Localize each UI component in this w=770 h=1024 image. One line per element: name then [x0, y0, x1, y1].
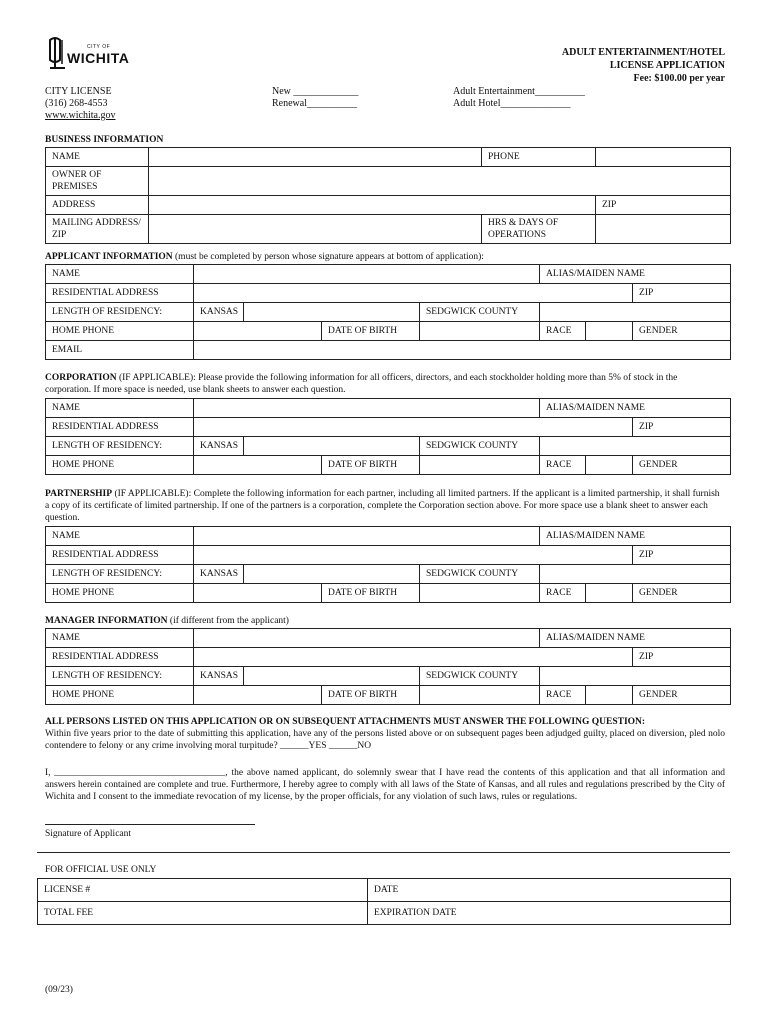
partner-zip-field[interactable] [633, 546, 731, 565]
applicant-address-field[interactable] [194, 284, 633, 303]
zip-label: ZIP [639, 422, 654, 432]
race-field[interactable] [586, 584, 633, 603]
manager-section-title: MANAGER INFORMATION (if different from the applicant) [45, 616, 289, 626]
kansas-label: KANSAS [194, 667, 244, 686]
form-title [562, 46, 725, 85]
wichita-flag-icon [47, 34, 69, 72]
race-label: RACE [540, 456, 586, 475]
renewal-option[interactable]: Renewal__________ [272, 98, 357, 109]
dob-field[interactable] [420, 456, 540, 475]
new-option[interactable]: New _____________ [272, 86, 359, 97]
manager-length-label: LENGTH OF RESIDENCY: [46, 667, 194, 686]
official-use-table [37, 878, 731, 925]
business-row-mailing [46, 215, 731, 244]
dept-name: CITY LICENSE [45, 86, 112, 97]
partner-name-field[interactable] [194, 527, 540, 546]
manager-zip-field[interactable] [633, 648, 731, 667]
corp-length-label: LENGTH OF RESIDENCY: [46, 437, 194, 456]
gender-label: GENDER [639, 690, 678, 700]
zip-label: ZIP [639, 652, 654, 662]
applicant-address-label: RESIDENTIAL ADDRESS [46, 284, 194, 303]
gender-label: GENDER [639, 588, 678, 598]
applicant-section-title: APPLICANT INFORMATION (must be completed by person whose signature appears at bottom of application): [45, 252, 484, 262]
license-number-label: LICENSE # [44, 885, 91, 895]
sedgwick-field[interactable] [540, 565, 731, 584]
partner-address-field[interactable] [194, 546, 633, 565]
email-field[interactable] [194, 341, 731, 360]
partner-alias-field[interactable] [540, 527, 731, 546]
race-field[interactable] [586, 456, 633, 475]
kansas-label: KANSAS [194, 303, 244, 322]
race-label: RACE [540, 686, 586, 705]
contact-block [45, 86, 115, 122]
partner-phone-label: HOME PHONE [46, 584, 194, 603]
title-line-1: ADULT ENTERTAINMENT/HOTEL [561, 47, 725, 58]
mailing-label: MAILING ADDRESS/ ZIP [46, 215, 149, 244]
sedgwick-label: SEDGWICK COUNTY [420, 565, 540, 584]
applicant-length-label: LENGTH OF RESIDENCY: [46, 303, 194, 322]
alias-label: ALIAS/MAIDEN NAME [546, 403, 645, 413]
sedgwick-field[interactable] [540, 437, 731, 456]
gender-label: GENDER [639, 326, 678, 336]
alias-label: ALIAS/MAIDEN NAME [546, 633, 645, 643]
hours-label: HRS & DAYS OF OPERATIONS [482, 215, 596, 244]
dob-label: DATE OF BIRTH [322, 686, 420, 705]
partner-name-label: NAME [46, 527, 194, 546]
website-link[interactable]: www.wichita.gov [45, 110, 116, 121]
email-label: EMAIL [46, 341, 194, 360]
signature-line[interactable] [45, 824, 255, 825]
corp-name-field[interactable] [194, 399, 540, 418]
partner-phone-field[interactable] [194, 584, 322, 603]
race-label: RACE [540, 322, 586, 341]
dob-label: DATE OF BIRTH [322, 322, 420, 341]
race-label: RACE [540, 584, 586, 603]
gender-field[interactable] [633, 456, 731, 475]
business-table [45, 147, 731, 244]
dob-field[interactable] [420, 686, 540, 705]
manager-name-label: NAME [46, 629, 194, 648]
race-field[interactable] [586, 322, 633, 341]
business-section-title: BUSINESS INFORMATION [45, 135, 164, 145]
signature-label: Signature of Applicant [45, 829, 132, 839]
kansas-field[interactable] [244, 565, 420, 584]
alias-label: ALIAS/MAIDEN NAME [546, 269, 645, 279]
adult-entertainment-option[interactable]: Adult Entertainment__________ [453, 86, 585, 97]
corp-phone-field[interactable] [194, 456, 322, 475]
mailing-field[interactable] [149, 215, 482, 244]
sedgwick-label: SEDGWICK COUNTY [420, 667, 540, 686]
fee-line: Fee: $100.00 per year [633, 73, 725, 84]
applicant-name-label: NAME [46, 265, 194, 284]
conviction-question [45, 716, 725, 752]
applicant-alias-field[interactable] [540, 265, 731, 284]
manager-phone-field[interactable] [194, 686, 322, 705]
manager-table [45, 628, 731, 705]
sedgwick-field[interactable] [540, 303, 731, 322]
business-name-field[interactable] [149, 148, 482, 167]
business-phone-field[interactable] [596, 148, 731, 167]
date-field[interactable] [368, 879, 731, 902]
partner-address-label: RESIDENTIAL ADDRESS [46, 546, 194, 565]
dob-label: DATE OF BIRTH [322, 584, 420, 603]
partnership-section-title: PARTNERSHIP (IF APPLICABLE): Complete the following information for each partner, including all limited partners. If the applicant is a limited partnership, it shall furnish a copy of its certificate of limited partnership. If one of the partners is a corporation, complete the Corporation section above. For more space use a blank sheet to answer each question. [45, 489, 720, 523]
official-use-title: FOR OFFICIAL USE ONLY [45, 865, 157, 875]
business-row-address [46, 196, 731, 215]
dob-field[interactable] [420, 584, 540, 603]
business-address-label: ADDRESS [46, 196, 149, 215]
license-number-field[interactable] [38, 879, 368, 902]
form-version: (09/23) [45, 985, 73, 995]
question-title: ALL PERSONS LISTED ON THIS APPLICATION OR ON SUBSEQUENT ATTACHMENTS MUST ANSWER THE FOLLOWING QUESTION: [45, 717, 646, 727]
manager-address-field[interactable] [194, 648, 633, 667]
gender-label: GENDER [639, 460, 678, 470]
business-row-name [46, 148, 731, 167]
gender-field[interactable] [633, 322, 731, 341]
city-of-wichita-logo [47, 34, 137, 72]
question-text: Within five years prior to the date of submitting this application, have any of the persons listed above or on subsequent pages been adjudged guilty, placed on diversion, pled nolo contendere to felony or any crime involving moral turpitude? ______YES ______NO [45, 729, 725, 751]
corp-phone-label: HOME PHONE [46, 456, 194, 475]
kansas-field[interactable] [244, 303, 420, 322]
corp-name-label: NAME [46, 399, 194, 418]
corp-address-label: RESIDENTIAL ADDRESS [46, 418, 194, 437]
partner-length-label: LENGTH OF RESIDENCY: [46, 565, 194, 584]
hours-field[interactable] [596, 215, 731, 244]
title-line-2: LICENSE APPLICATION [609, 60, 725, 71]
expiration-date-field[interactable] [368, 902, 731, 925]
business-phone-label: PHONE [482, 148, 596, 167]
gender-field[interactable] [633, 686, 731, 705]
zip-label: ZIP [639, 550, 654, 560]
corporation-table [45, 398, 731, 475]
business-zip-label: ZIP [602, 200, 617, 210]
business-zip-cell[interactable] [596, 196, 731, 215]
application-type [272, 86, 358, 110]
applicant-table [45, 264, 731, 360]
owner-label: OWNER OF PREMISES [46, 167, 149, 196]
corporation-section-title: CORPORATION (IF APPLICABLE): Please provide the following information for all officers, directors, and each stockholder holding more than 5% of stock in the corporation. If more space is needed, use blank sheets to answer each question. [45, 373, 678, 395]
gender-field[interactable] [633, 584, 731, 603]
applicant-phone-field[interactable] [194, 322, 322, 341]
business-address-field[interactable] [149, 196, 596, 215]
manager-phone-label: HOME PHONE [46, 686, 194, 705]
license-type [453, 86, 585, 110]
divider [37, 852, 730, 853]
corp-alias-field[interactable] [540, 399, 731, 418]
sedgwick-label: SEDGWICK COUNTY [420, 303, 540, 322]
expiration-date-label: EXPIRATION DATE [374, 908, 457, 918]
kansas-field[interactable] [244, 667, 420, 686]
applicant-phone-label: HOME PHONE [46, 322, 194, 341]
total-fee-field[interactable] [38, 902, 368, 925]
logo-city-of: CITY OF [87, 44, 111, 50]
owner-field[interactable] [149, 167, 731, 196]
dept-phone: (316) 268-4553 [45, 98, 108, 109]
partnership-table [45, 526, 731, 603]
business-name-label: NAME [46, 148, 149, 167]
corp-address-field[interactable] [194, 418, 633, 437]
kansas-label: KANSAS [194, 437, 244, 456]
manager-alias-field[interactable] [540, 629, 731, 648]
manager-name-field[interactable] [194, 629, 540, 648]
total-fee-label: TOTAL FEE [44, 908, 94, 918]
manager-address-label: RESIDENTIAL ADDRESS [46, 648, 194, 667]
adult-hotel-option[interactable]: Adult Hotel______________ [453, 98, 571, 109]
dob-field[interactable] [420, 322, 540, 341]
alias-label: ALIAS/MAIDEN NAME [546, 531, 645, 541]
corp-zip-field[interactable] [633, 418, 731, 437]
logo-wichita: WICHITA [67, 50, 130, 66]
zip-label: ZIP [639, 288, 654, 298]
applicant-name-field[interactable] [194, 265, 540, 284]
race-field[interactable] [586, 686, 633, 705]
kansas-label: KANSAS [194, 565, 244, 584]
dob-label: DATE OF BIRTH [322, 456, 420, 475]
date-label: DATE [374, 885, 399, 895]
kansas-field[interactable] [244, 437, 420, 456]
sedgwick-label: SEDGWICK COUNTY [420, 437, 540, 456]
applicant-zip-field[interactable] [633, 284, 731, 303]
oath-statement: I, ____________________________________, the above named applicant, do solemnly swear that I have read the contents of this application and that all information and answers herein contained are complete and true. Furthermore, I hereby agree to comply with all laws of the State of Kansas, and all rules and regulations prescribed by the City of Wichita and I consent to the immediate revocation of my license, by the proper officials, for any violation of such laws, rules or regulations. [45, 768, 725, 802]
business-row-owner [46, 167, 731, 196]
sedgwick-field[interactable] [540, 667, 731, 686]
